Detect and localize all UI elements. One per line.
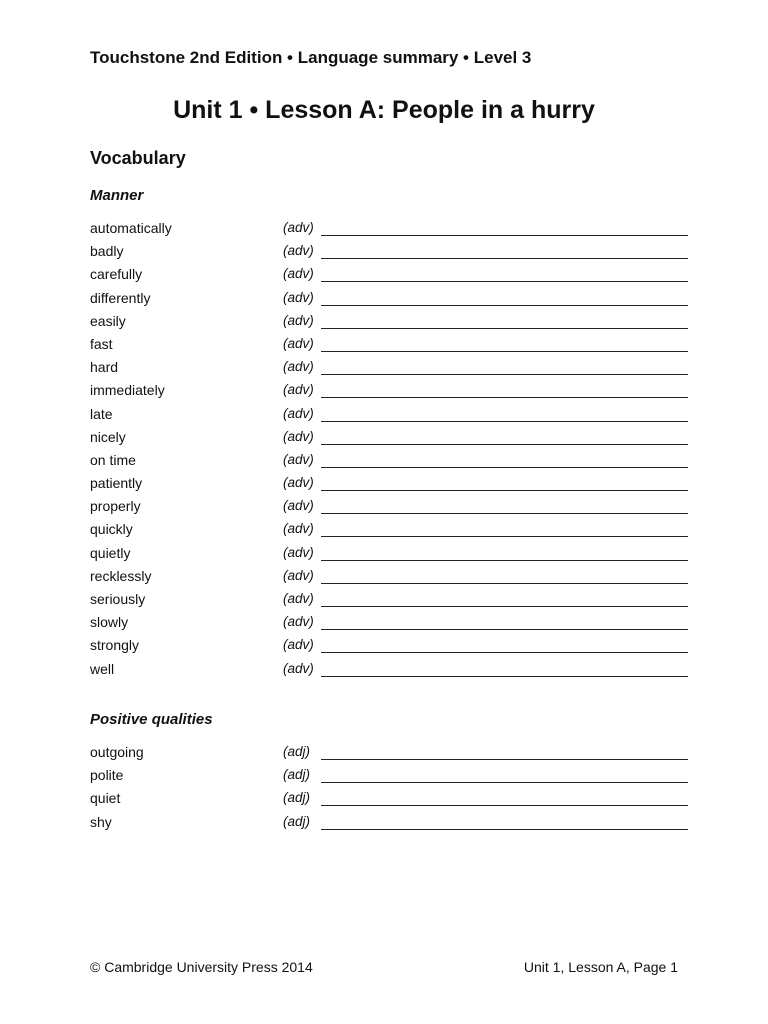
answer-line[interactable]: [321, 235, 688, 236]
answer-line[interactable]: [321, 281, 688, 282]
part-of-speech: (adv): [283, 243, 314, 259]
answer-line[interactable]: [321, 513, 688, 514]
vocab-word: carefully: [90, 266, 143, 283]
answer-line[interactable]: [321, 583, 688, 584]
vocab-word: automatically: [90, 220, 172, 236]
part-of-speech: (adv): [283, 451, 314, 467]
vocab-row: [90, 764, 688, 787]
part-of-speech: (adv): [283, 475, 314, 491]
part-of-speech: (adv): [283, 359, 314, 375]
vocab-word: strongly: [90, 637, 140, 654]
vocab-row: [90, 240, 688, 263]
footer-copyright: © Cambridge University Press 2014: [90, 959, 313, 975]
answer-line[interactable]: [321, 759, 688, 760]
vocab-row: [90, 634, 688, 657]
part-of-speech: (adv): [283, 266, 314, 282]
answer-line[interactable]: [321, 397, 688, 398]
answer-line[interactable]: [321, 328, 688, 329]
vocab-word: outgoing: [90, 744, 144, 760]
vocab-row: [90, 588, 688, 611]
vocab-row: [90, 263, 688, 286]
answer-line[interactable]: [321, 374, 688, 375]
part-of-speech: (adv): [283, 498, 314, 514]
answer-line[interactable]: [321, 305, 688, 306]
part-of-speech: (adv): [283, 521, 314, 537]
part-of-speech: (adv): [283, 382, 314, 398]
part-of-speech: (adv): [283, 220, 314, 235]
vocab-word: immediately: [90, 382, 165, 399]
part-of-speech: (adv): [283, 289, 314, 305]
vocab-word: badly: [90, 243, 124, 260]
vocab-row: [90, 518, 688, 541]
answer-line[interactable]: [321, 606, 688, 607]
vocab-row: [90, 287, 688, 310]
vocab-row: [90, 379, 688, 402]
answer-line[interactable]: [321, 467, 688, 468]
vocab-row: [90, 495, 688, 518]
part-of-speech: (adj): [283, 767, 311, 783]
vocab-row: [90, 542, 688, 565]
vocab-row: [90, 472, 688, 495]
vocab-word: recklessly: [90, 567, 152, 584]
vocab-word: easily: [90, 312, 126, 329]
page-title: Unit 1 • Lesson A: People in a hurry: [173, 96, 595, 124]
answer-line[interactable]: [321, 490, 688, 491]
vocab-word: quickly: [90, 521, 133, 538]
part-of-speech: (adv): [283, 614, 314, 630]
vocab-word: slowly: [90, 614, 129, 631]
vocab-word: patiently: [90, 475, 143, 492]
group-title: Manner: [90, 187, 144, 204]
vocab-row: [90, 333, 688, 356]
part-of-speech: (adv): [283, 567, 314, 583]
vocab-row: [90, 403, 688, 426]
vocab-word: quietly: [90, 544, 131, 561]
vocab-row: [90, 811, 688, 834]
vocab-row: [90, 565, 688, 588]
vocab-row: [90, 741, 688, 764]
footer-page-number: Unit 1, Lesson A, Page 1: [523, 959, 678, 975]
part-of-speech: (adj): [283, 813, 311, 829]
vocab-row: [90, 787, 688, 810]
part-of-speech: (adv): [283, 405, 314, 421]
answer-line[interactable]: [321, 421, 688, 422]
part-of-speech: (adj): [283, 744, 311, 759]
answer-line[interactable]: [321, 351, 688, 352]
answer-line[interactable]: [321, 629, 688, 630]
vocab-row: [90, 449, 688, 472]
answer-line[interactable]: [321, 805, 688, 806]
series-header: Touchstone 2nd Edition • Language summary • Level 3: [90, 48, 532, 67]
group-title: Positive qualities: [90, 711, 213, 728]
vocab-row: [90, 356, 688, 379]
answer-line[interactable]: [321, 444, 688, 445]
vocab-group-manner: [90, 185, 688, 681]
part-of-speech: (adj): [283, 790, 311, 806]
part-of-speech: (adv): [283, 312, 314, 328]
vocab-word: shy: [90, 813, 112, 830]
vocab-word: quiet: [90, 790, 121, 807]
answer-line[interactable]: [321, 560, 688, 561]
vocab-word: polite: [90, 767, 124, 784]
vocab-word: nicely: [90, 428, 126, 445]
vocab-row: [90, 217, 688, 240]
answer-line[interactable]: [321, 829, 688, 830]
vocab-word: differently: [90, 289, 151, 306]
vocab-group-positive-qualities: [90, 709, 688, 834]
answer-line[interactable]: [321, 676, 688, 677]
vocab-row: [90, 611, 688, 634]
part-of-speech: (adv): [283, 637, 314, 653]
part-of-speech: (adv): [283, 428, 314, 444]
vocab-row: [90, 426, 688, 449]
vocab-word: hard: [90, 359, 119, 376]
part-of-speech: (adv): [283, 544, 314, 560]
vocab-word: well: [90, 660, 115, 677]
vocab-word: properly: [90, 498, 141, 515]
part-of-speech: (adv): [283, 335, 314, 351]
vocab-word: fast: [90, 335, 113, 352]
part-of-speech: (adv): [283, 660, 314, 676]
answer-line[interactable]: [321, 536, 688, 537]
answer-line[interactable]: [321, 782, 688, 783]
section-title-vocabulary: Vocabulary: [90, 148, 186, 168]
vocab-word: on time: [90, 451, 136, 468]
vocab-word: seriously: [90, 591, 146, 607]
vocab-row: [90, 658, 688, 681]
answer-line[interactable]: [321, 258, 688, 259]
part-of-speech: (adv): [283, 591, 314, 606]
answer-line[interactable]: [321, 652, 688, 653]
vocab-word: late: [90, 405, 113, 422]
vocab-row: [90, 310, 688, 333]
